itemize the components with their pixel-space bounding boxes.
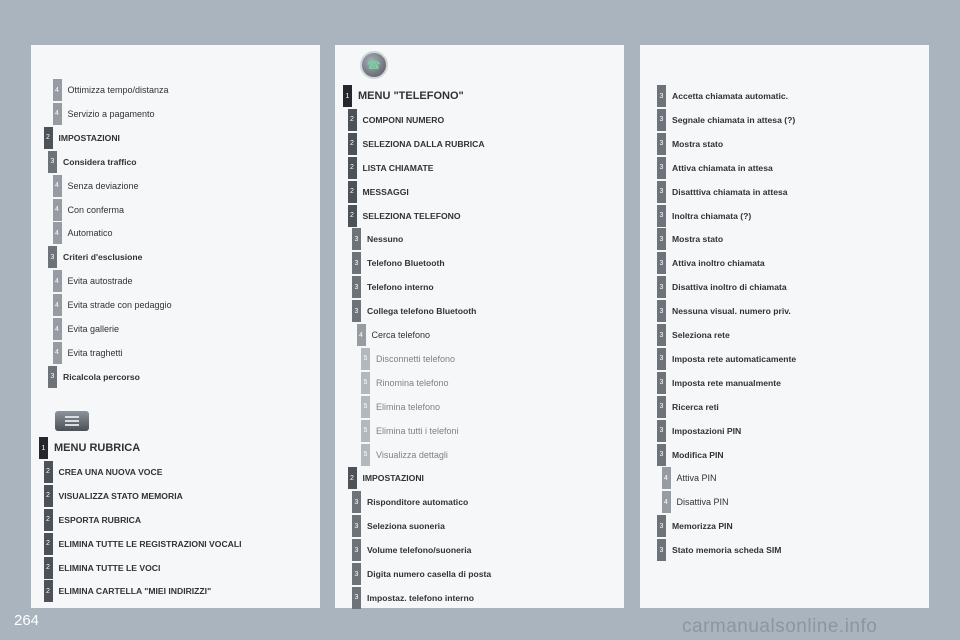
menu-item-label: Risponditore automatico bbox=[367, 497, 469, 508]
menu-item-label: SELEZIONA DALLA RUBRICA bbox=[362, 138, 485, 149]
menu-item bbox=[48, 246, 142, 268]
menu-item-label: VISUALIZZA STATO MEMORIA bbox=[58, 490, 183, 501]
level-badge: 2 bbox=[348, 205, 357, 227]
menu-item-label: Nessuno bbox=[367, 234, 404, 245]
menu-item bbox=[348, 157, 434, 179]
menu-item-label: Inoltra chiamata (?) bbox=[672, 210, 752, 221]
level-badge: 5 bbox=[361, 444, 370, 466]
menu-item bbox=[657, 228, 723, 250]
menu-item bbox=[348, 467, 424, 489]
menu-item bbox=[352, 563, 491, 585]
menu-item bbox=[44, 509, 142, 531]
menu-item bbox=[348, 181, 409, 203]
level-badge: 3 bbox=[657, 396, 666, 418]
menu-item-label: Accetta chiamata automatic. bbox=[672, 91, 789, 101]
menu-item bbox=[361, 420, 459, 442]
menu-item bbox=[361, 348, 455, 370]
menu-item bbox=[662, 491, 729, 513]
phone-icon: ☎ bbox=[360, 51, 388, 79]
level-badge: 3 bbox=[352, 252, 361, 274]
menu-item-label: Considera traffico bbox=[63, 156, 137, 167]
menu-item bbox=[53, 318, 120, 340]
menu-item-label: Evita gallerie bbox=[67, 324, 120, 334]
level-badge: 2 bbox=[44, 127, 53, 149]
level-badge: 4 bbox=[53, 175, 62, 197]
menu-item-label: Con conferma bbox=[67, 204, 125, 215]
menu-item-label: ESPORTA RUBRICA bbox=[58, 514, 142, 525]
menu-item bbox=[44, 461, 163, 483]
menu-item bbox=[657, 420, 741, 442]
level-badge: 4 bbox=[662, 467, 671, 489]
menu-item bbox=[361, 444, 448, 466]
level-badge: 5 bbox=[361, 372, 370, 394]
level-badge: 3 bbox=[657, 444, 666, 466]
level-badge: 4 bbox=[53, 318, 62, 340]
menu-item-label: Disattiva inoltro di chiamata bbox=[672, 282, 787, 293]
menu-item bbox=[343, 85, 464, 107]
menu-item bbox=[348, 133, 485, 155]
menu-item bbox=[657, 276, 787, 298]
level-badge: 3 bbox=[657, 539, 666, 561]
menu-item-label: Imposta rete automaticamente bbox=[672, 353, 797, 364]
level-badge: 3 bbox=[352, 300, 361, 322]
menu-item-label: MENU RUBRICA bbox=[54, 442, 141, 454]
level-badge: 3 bbox=[657, 205, 666, 227]
level-badge: 2 bbox=[348, 467, 357, 489]
level-badge: 3 bbox=[657, 515, 666, 537]
menu-item bbox=[44, 557, 161, 579]
level-badge: 3 bbox=[352, 491, 361, 513]
menu-item-label: ELIMINA TUTTE LE VOCI bbox=[58, 562, 161, 573]
level-badge: 5 bbox=[361, 348, 370, 370]
level-badge: 4 bbox=[53, 294, 62, 316]
menu-item bbox=[352, 300, 476, 322]
level-badge: 3 bbox=[657, 133, 666, 155]
menu-item-label: Disattiva PIN bbox=[676, 497, 729, 508]
menu-item bbox=[657, 348, 796, 370]
menu-item bbox=[39, 437, 140, 459]
menu-item bbox=[361, 396, 440, 418]
menu-item-label: Rinomina telefono bbox=[376, 377, 449, 388]
level-badge: 3 bbox=[48, 366, 57, 388]
menu-item-label: MESSAGGI bbox=[362, 186, 409, 197]
level-badge: 3 bbox=[352, 563, 361, 585]
menu-item bbox=[657, 252, 765, 274]
menu-item bbox=[352, 587, 474, 609]
menu-item-label: LISTA CHIAMATE bbox=[362, 162, 434, 173]
level-badge: 3 bbox=[48, 246, 57, 268]
menu-item bbox=[48, 151, 137, 173]
menu-item-label: Nessuna visual. numero priv. bbox=[672, 306, 791, 317]
menu-item bbox=[657, 396, 719, 418]
menu-panel-telefono-continued bbox=[640, 45, 929, 608]
level-badge: 2 bbox=[348, 109, 357, 131]
menu-item bbox=[657, 444, 724, 466]
menu-item bbox=[53, 222, 113, 244]
level-badge: 2 bbox=[44, 557, 53, 579]
level-badge: 4 bbox=[53, 103, 62, 125]
level-badge: 3 bbox=[657, 324, 666, 346]
menu-item bbox=[53, 199, 125, 221]
menu-item-label: CREA UNA NUOVA VOCE bbox=[58, 466, 163, 477]
menu-item-label: Mostra stato bbox=[672, 138, 724, 149]
menu-item bbox=[53, 294, 172, 316]
menu-item bbox=[657, 539, 781, 561]
menu-item bbox=[657, 133, 723, 155]
menu-item-label: Digita numero casella di posta bbox=[367, 569, 492, 579]
menu-item-label: Segnale chiamata in attesa (?) bbox=[672, 114, 796, 125]
level-badge: 5 bbox=[361, 396, 370, 418]
menu-item bbox=[53, 270, 133, 292]
menu-panel-telefono bbox=[335, 45, 624, 608]
level-badge: 3 bbox=[352, 515, 361, 537]
menu-item bbox=[44, 580, 212, 602]
menu-item-label: Criteri d'esclusione bbox=[63, 252, 143, 263]
menu-item-label: Ricerca reti bbox=[672, 401, 719, 412]
menu-item-label: Elimina telefono bbox=[376, 401, 441, 412]
menu-item-label: Modifica PIN bbox=[672, 449, 724, 460]
menu-item-label: Evita strade con pedaggio bbox=[67, 300, 172, 311]
menu-item-label: Ottimizza tempo/distanza bbox=[67, 85, 169, 95]
menu-item-label: Telefono interno bbox=[367, 282, 434, 293]
address-book-icon bbox=[55, 411, 89, 431]
level-badge: 5 bbox=[361, 420, 370, 442]
menu-item-label: Evita traghetti bbox=[67, 347, 123, 358]
menu-item-label: Visualizza dettagli bbox=[376, 449, 448, 460]
menu-item-label: SELEZIONA TELEFONO bbox=[362, 210, 461, 221]
level-badge: 2 bbox=[348, 181, 357, 203]
menu-item bbox=[657, 157, 773, 179]
menu-item-label: Telefono Bluetooth bbox=[367, 258, 445, 269]
menu-item-label: Disconnetti telefono bbox=[376, 353, 456, 364]
menu-item-label: Evita autostrade bbox=[67, 276, 133, 287]
menu-item-label: ELIMINA TUTTE LE REGISTRAZIONI VOCALI bbox=[58, 538, 242, 549]
menu-item bbox=[657, 372, 781, 394]
menu-item bbox=[361, 372, 449, 394]
level-badge: 3 bbox=[657, 181, 666, 203]
menu-item bbox=[657, 515, 733, 537]
menu-item-label: Volume telefono/suoneria bbox=[367, 545, 472, 556]
level-badge: 3 bbox=[657, 372, 666, 394]
page-number: 264 bbox=[14, 612, 40, 629]
menu-item bbox=[352, 228, 403, 250]
level-badge: 3 bbox=[352, 228, 361, 250]
level-badge: 3 bbox=[352, 587, 361, 609]
menu-item bbox=[657, 205, 751, 227]
level-badge: 4 bbox=[53, 270, 62, 292]
menu-item-label: Impostazioni PIN bbox=[672, 425, 742, 436]
level-badge: 2 bbox=[44, 461, 53, 483]
menu-item-label: Automatico bbox=[67, 228, 113, 239]
level-badge: 3 bbox=[657, 348, 666, 370]
level-badge: 2 bbox=[44, 533, 53, 555]
level-badge: 2 bbox=[44, 509, 53, 531]
menu-item bbox=[357, 324, 431, 346]
menu-item-label: Seleziona suoneria bbox=[367, 521, 445, 532]
level-badge: 3 bbox=[48, 151, 57, 173]
level-badge: 3 bbox=[657, 252, 666, 274]
menu-item bbox=[352, 539, 471, 561]
menu-item-label: Attiva chiamata in attesa bbox=[672, 162, 773, 173]
menu-item bbox=[53, 103, 155, 125]
menu-item bbox=[352, 276, 434, 298]
menu-item-label: IMPOSTAZIONI bbox=[362, 473, 424, 484]
menu-item-label: Stato memoria scheda SIM bbox=[672, 545, 782, 556]
level-badge: 1 bbox=[343, 85, 352, 107]
level-badge: 4 bbox=[53, 79, 62, 101]
menu-item bbox=[657, 85, 788, 107]
menu-item-label: ELIMINA CARTELLA "MIEI INDIRIZZI" bbox=[58, 586, 212, 597]
menu-item bbox=[53, 175, 139, 197]
level-badge: 2 bbox=[44, 485, 53, 507]
menu-item-label: Senza deviazione bbox=[67, 180, 139, 191]
menu-item-label: Elimina tutti i telefoni bbox=[376, 425, 459, 436]
level-badge: 4 bbox=[357, 324, 366, 346]
menu-item-label: Seleziona rete bbox=[672, 330, 730, 340]
menu-panel-navigation bbox=[31, 45, 320, 608]
menu-item bbox=[657, 109, 795, 131]
level-badge: 4 bbox=[662, 491, 671, 513]
menu-item-label: Imposta rete manualmente bbox=[672, 377, 781, 388]
level-badge: 1 bbox=[39, 437, 48, 459]
watermark: carmanualsonline.info bbox=[682, 616, 878, 637]
menu-item-label: Collega telefono Bluetooth bbox=[367, 306, 477, 317]
level-badge: 3 bbox=[657, 300, 666, 322]
menu-item bbox=[44, 485, 183, 507]
level-badge: 4 bbox=[53, 199, 62, 221]
level-badge: 3 bbox=[352, 276, 361, 298]
level-badge: 3 bbox=[657, 157, 666, 179]
level-badge: 3 bbox=[657, 276, 666, 298]
menu-item-label: Memorizza PIN bbox=[672, 521, 733, 532]
menu-item-label: Attiva PIN bbox=[676, 473, 717, 484]
menu-item bbox=[44, 533, 242, 555]
level-badge: 4 bbox=[53, 222, 62, 244]
menu-item-label: Cerca telefono bbox=[371, 330, 431, 340]
menu-item bbox=[657, 181, 788, 203]
menu-item-label: IMPOSTAZIONI bbox=[58, 132, 120, 143]
level-badge: 3 bbox=[657, 85, 666, 107]
menu-item bbox=[657, 324, 730, 346]
menu-item-label: MENU "TELEFONO" bbox=[358, 90, 464, 102]
menu-item-label: Mostra stato bbox=[672, 234, 724, 245]
level-badge: 3 bbox=[657, 109, 666, 131]
level-badge: 2 bbox=[348, 133, 357, 155]
menu-item bbox=[348, 109, 445, 131]
menu-item bbox=[352, 491, 468, 513]
menu-item-label: Ricalcola percorso bbox=[63, 371, 140, 382]
menu-item-label: COMPONI NUMERO bbox=[362, 114, 445, 125]
level-badge: 3 bbox=[657, 228, 666, 250]
level-badge: 3 bbox=[657, 420, 666, 442]
menu-item-label: Servizio a pagamento bbox=[67, 108, 155, 119]
menu-item bbox=[53, 79, 169, 101]
menu-item bbox=[657, 300, 791, 322]
level-badge: 2 bbox=[348, 157, 357, 179]
menu-item bbox=[348, 205, 461, 227]
menu-item-label: Disatttiva chiamata in attesa bbox=[672, 186, 788, 197]
menu-item bbox=[352, 252, 445, 274]
menu-item bbox=[352, 515, 445, 537]
menu-item-label: Attiva inoltro chiamata bbox=[672, 258, 765, 269]
level-badge: 3 bbox=[352, 539, 361, 561]
level-badge: 2 bbox=[44, 580, 53, 602]
menu-item bbox=[53, 342, 123, 364]
menu-item bbox=[662, 467, 717, 489]
level-badge: 4 bbox=[53, 342, 62, 364]
menu-item bbox=[48, 366, 140, 388]
menu-item bbox=[44, 127, 120, 149]
menu-item-label: Impostaz. telefono interno bbox=[367, 592, 474, 603]
